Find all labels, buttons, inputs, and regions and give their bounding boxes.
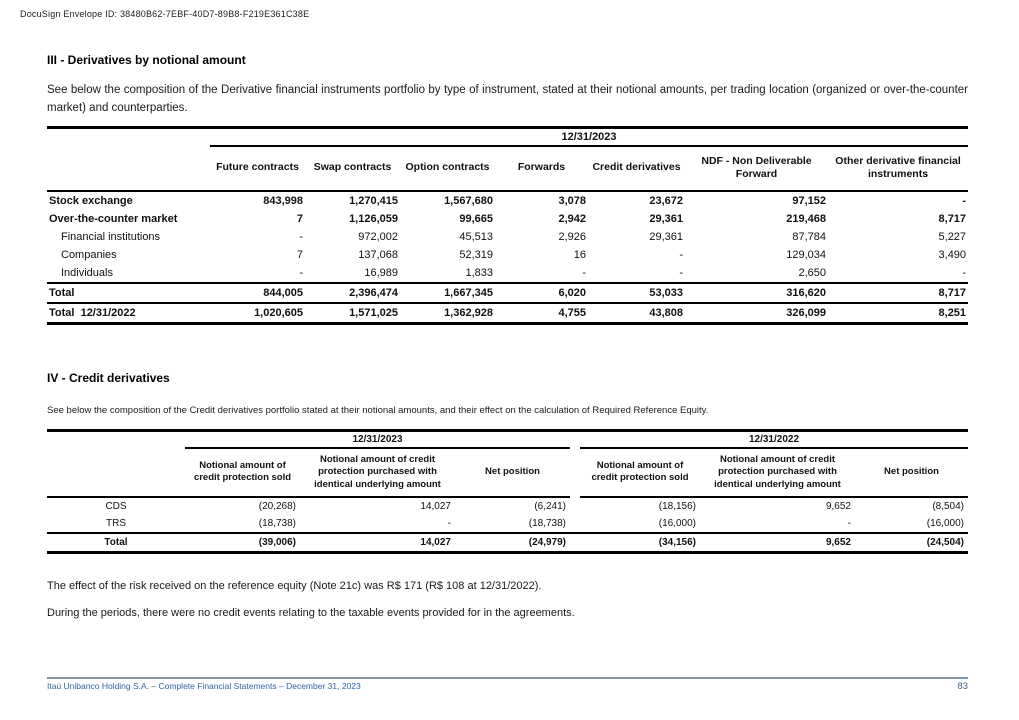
table-cell: - xyxy=(299,230,303,243)
table1-col-ndf: NDF - Non Deliverable Forward xyxy=(685,146,828,191)
credit-derivatives-table xyxy=(47,429,968,554)
table-row xyxy=(47,210,968,228)
table-cell: (39,006) xyxy=(185,533,300,553)
table-cell: - xyxy=(962,194,967,207)
table-cell: - xyxy=(299,266,303,279)
table-cell: 29,361 xyxy=(649,212,683,225)
table-cell: (18,156) xyxy=(658,500,696,512)
table-cell: - xyxy=(679,248,683,261)
table-cell: (34,156) xyxy=(580,533,700,553)
table-cell: 7 xyxy=(296,248,303,261)
table-cell: 1,126,059 xyxy=(349,212,398,225)
table1-col-credit-derivatives: Credit derivatives xyxy=(588,146,685,191)
page-footer xyxy=(47,677,968,692)
table-cell: 43,808 xyxy=(588,303,685,324)
table-cell: - xyxy=(679,266,683,279)
table-cell: 137,068 xyxy=(358,248,398,261)
row-label: Companies xyxy=(61,248,117,261)
table-cell: (16,000) xyxy=(658,517,696,529)
table-cell: 52,319 xyxy=(459,248,493,261)
table1-col-forwards: Forwards xyxy=(495,146,588,191)
table-total-row xyxy=(47,283,968,303)
table-total-prior-year-row xyxy=(47,303,968,324)
table-cell: (18,738) xyxy=(528,517,566,529)
table-cell: 8,251 xyxy=(828,303,968,324)
docusign-envelope-id: DocuSign Envelope ID: 38480B62-7EBF-40D7-89B8-F219E361C38E xyxy=(20,9,310,19)
table-cell: 16 xyxy=(573,248,586,261)
table-cell: 2,650 xyxy=(798,266,826,279)
table-cell: 843,998 xyxy=(263,194,303,207)
table-cell: 87,784 xyxy=(792,230,826,243)
row-label: TRS xyxy=(106,517,126,529)
table-cell: 1,020,605 xyxy=(210,303,305,324)
table-cell: 23,672 xyxy=(649,194,683,207)
section-iii-title: III - Derivatives by notional amount xyxy=(47,53,246,67)
reference-equity-note: The effect of the risk received on the reference equity (Note 21c) was R$ 171 (R$ 108 at 12/31/2022). xyxy=(47,579,542,592)
table-cell: 9,652 xyxy=(700,533,855,553)
table-cell: 6,020 xyxy=(495,283,588,303)
row-label: Total 12/31/2022 xyxy=(47,303,210,324)
table-cell: 1,270,415 xyxy=(349,194,398,207)
footer-document-title: Itaú Unibanco Holding S.A. – Complete Financial Statements – December 31, 2023 xyxy=(47,681,361,691)
table-row xyxy=(47,497,968,515)
table2-col-sold-2023: Notional amount of credit protection sold xyxy=(185,448,300,497)
table-cell: 326,099 xyxy=(685,303,828,324)
table-cell: 8,717 xyxy=(828,283,968,303)
row-label: Individuals xyxy=(61,266,113,279)
row-label: Financial institutions xyxy=(61,230,161,243)
table-cell: 972,002 xyxy=(358,230,398,243)
table-cell: 29,361 xyxy=(649,230,683,243)
table1-period-header: 12/31/2023 xyxy=(210,127,968,146)
table-cell: (16,000) xyxy=(926,517,964,529)
table-cell: 2,396,474 xyxy=(305,283,400,303)
table-row xyxy=(47,228,968,246)
row-label: CDS xyxy=(105,500,127,512)
table-cell: - xyxy=(847,517,851,529)
table2-col-net-2022: Net position xyxy=(855,448,968,497)
table1-col-swap-contracts: Swap contracts xyxy=(305,146,400,191)
table-cell: (24,979) xyxy=(455,533,570,553)
table2-period-2022: 12/31/2022 xyxy=(580,430,968,448)
row-label: Total xyxy=(47,283,210,303)
table-cell: 1,571,025 xyxy=(305,303,400,324)
table-total-row xyxy=(47,533,968,553)
table-cell: 99,665 xyxy=(459,212,493,225)
table2-col-net-2023: Net position xyxy=(455,448,570,497)
table-cell: (20,268) xyxy=(258,500,296,512)
table-cell: 97,152 xyxy=(792,194,826,207)
section-iii-intro: See below the composition of the Derivative financial instruments portfolio by type of instrument, stated at their notional amounts, per trading location (organized or over-the-counter market) and counterparties. xyxy=(47,84,968,114)
table-cell: (24,504) xyxy=(855,533,968,553)
row-label: Stock exchange xyxy=(49,194,133,207)
table-row xyxy=(47,246,968,264)
section-iv-intro: See below the composition of the Credit derivatives portfolio stated at their notional amounts, and their effect on the calculation of Required Reference Equity. xyxy=(47,404,709,416)
table2-period-2023: 12/31/2023 xyxy=(185,430,570,448)
credit-events-note: During the periods, there were no credit events relating to the taxable events provided for in the agreements. xyxy=(47,606,575,619)
table-cell: - xyxy=(447,517,451,529)
table-cell: (18,738) xyxy=(258,517,296,529)
table-cell: 9,652 xyxy=(825,500,851,512)
table-cell: 16,989 xyxy=(364,266,398,279)
derivatives-by-notional-table xyxy=(47,126,968,325)
table-cell: 45,513 xyxy=(459,230,493,243)
table-cell: 844,005 xyxy=(210,283,305,303)
table-cell: 1,362,928 xyxy=(400,303,495,324)
table2-col-sold-2022: Notional amount of credit protection sold xyxy=(580,448,700,497)
table-cell: 3,490 xyxy=(938,248,967,261)
table1-col-future-contracts: Future contracts xyxy=(210,146,305,191)
table-cell: (8,504) xyxy=(932,500,964,512)
table-header-row xyxy=(47,146,968,191)
table-cell: 1,667,345 xyxy=(400,283,495,303)
table-cell: 53,033 xyxy=(588,283,685,303)
table-cell: 316,620 xyxy=(685,283,828,303)
table-cell: 2,942 xyxy=(558,212,586,225)
table-cell: - xyxy=(962,266,967,279)
section-iv-title: IV - Credit derivatives xyxy=(47,370,170,385)
table-cell: 1,833 xyxy=(465,266,493,279)
table1-col-other-derivatives: Other derivative financial instruments xyxy=(828,146,968,191)
table1-col-option-contracts: Option contracts xyxy=(400,146,495,191)
table-cell: 4,755 xyxy=(495,303,588,324)
page-number: 83 xyxy=(957,681,968,692)
table-cell: 2,926 xyxy=(558,230,586,243)
table-cell: 129,034 xyxy=(786,248,826,261)
table-row xyxy=(47,127,968,146)
row-label: Total xyxy=(47,533,185,553)
table-row xyxy=(47,430,968,448)
document-page xyxy=(47,0,968,619)
table-cell: 7 xyxy=(296,212,303,225)
table-cell: 8,717 xyxy=(938,212,967,225)
table2-col-purchased-2022: Notional amount of credit protection purchased with identical underlying amount xyxy=(700,448,855,497)
table-header-row xyxy=(47,448,968,497)
table-row xyxy=(47,264,968,283)
table-cell: 1,567,680 xyxy=(444,194,493,207)
row-label: Over-the-counter market xyxy=(49,212,178,225)
table-cell: - xyxy=(582,266,586,279)
table-cell: 5,227 xyxy=(938,230,967,243)
table-cell: 14,027 xyxy=(420,500,451,512)
table-cell: 14,027 xyxy=(300,533,455,553)
table2-col-purchased-2023: Notional amount of credit protection purchased with identical underlying amount xyxy=(300,448,455,497)
table-cell: (6,241) xyxy=(534,500,566,512)
table-row xyxy=(47,515,968,533)
table-cell: 3,078 xyxy=(558,194,586,207)
table-row xyxy=(47,191,968,210)
table-cell: 219,468 xyxy=(786,212,826,225)
